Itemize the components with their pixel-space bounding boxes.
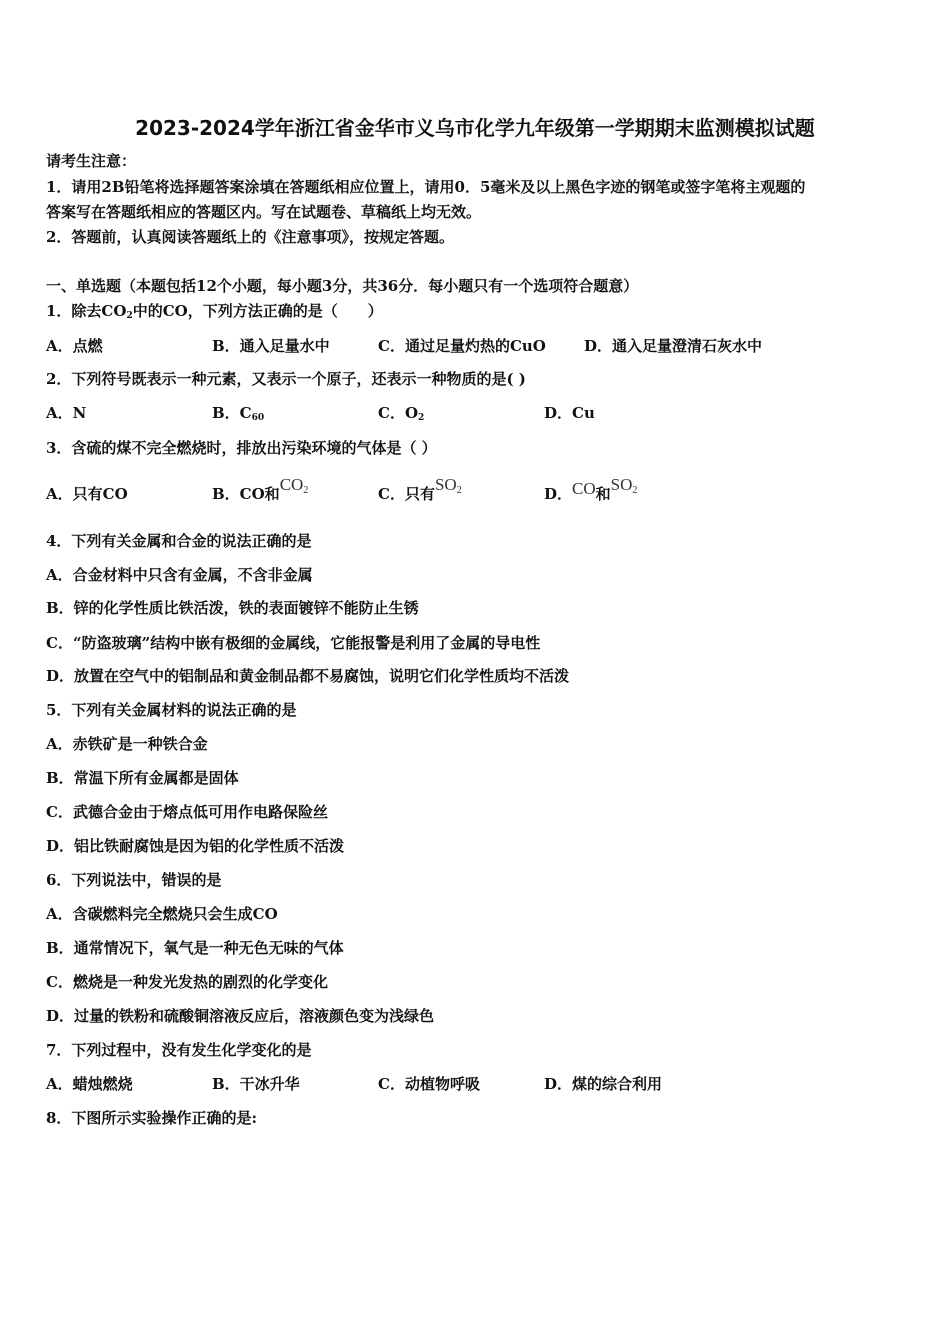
q3-option-c-formula-subscript: 2 [456,485,462,496]
q7-option-b: B．干冰升华 [212,1075,300,1093]
q2-option-d: D．Cu [544,404,595,422]
q3-option-b-formula-text: CO [279,475,304,494]
question-7-stem: 7．下列过程中，没有发生化学变化的是 [46,1041,312,1059]
q4-option-a: A．合金材料中只含有金属，不含非金属 [46,566,313,584]
notice-heading: 请考生注意： [46,152,137,170]
question-6-stem: 6．下列说法中，错误的是 [46,871,222,889]
q6-option-d: D．过量的铁粉和硫酸铜溶液反应后，溶液颜色变为浅绿色 [46,1007,435,1025]
q1-option-a: A．点燃 [46,337,103,355]
q3-option-d-text: D． [544,485,573,503]
q2-option-c-subscript: 2 [418,413,425,423]
q2-option-a: A．N [46,404,87,422]
q1-option-c: C．通过足量灼热的CuO [378,337,546,355]
q3-option-c-text: C．只有 [378,485,435,503]
q2-option-b-text: B．C [212,404,252,422]
q6-option-a: A．含碳燃料完全燃烧只会生成CO [46,905,278,923]
section-heading: 一、单选题（本题包括12个小题，每小题3分，共36分．每小题只有一个选项符合题意） [46,277,639,295]
q3-option-d-formula-2 [611,475,638,494]
q5-option-b: B．常温下所有金属都是固体 [46,769,239,787]
q3-option-d-conjunction: 和 [595,485,611,503]
question-4-stem: 4．下列有关金属和合金的说法正确的是 [46,532,312,550]
q2-option-c [378,403,424,428]
q3-option-d-formula-2-subscript: 2 [632,485,638,496]
question-3-stem: 3．含硫的煤不完全燃烧时，排放出污染环境的气体是（ ） [46,439,437,457]
q4-option-c: C．“防盗玻璃”结构中嵌有极细的金属线，它能报警是利用了金属的导电性 [46,634,541,652]
notice-item-1-line-2: 答案写在答题纸相应的答题区内。写在试题卷、草稿纸上均无效。 [46,203,482,221]
q3-option-b-text: B．CO和 [212,485,280,503]
q3-option-b-formula [280,475,309,494]
q6-option-b: B．通常情况下，氧气是一种无色无味的气体 [46,939,344,957]
notice-item-2: 2．答题前，认真阅读答题纸上的《注意事项》，按规定答题。 [46,228,454,246]
q3-option-c-formula [435,475,462,494]
q3-option-a: A．只有CO [46,485,128,503]
q7-option-c: C．动植物呼吸 [378,1075,480,1093]
q3-option-c [378,475,462,510]
q3-option-b-formula-subscript: 2 [303,485,309,496]
question-5-stem: 5．下列有关金属材料的说法正确的是 [46,701,297,719]
q4-option-d: D．放置在空气中的铝制品和黄金制品都不易腐蚀，说明它们化学性质均不活泼 [46,667,570,685]
q2-option-b [212,403,264,428]
q3-option-d [544,475,638,510]
q3-option-d-formula-2-text: SO [610,475,633,494]
q1-option-b: B．通入足量水中 [212,337,330,355]
q1-stem-subscript: 2 [126,311,133,321]
q3-option-d-formula-1: CO [572,479,596,498]
question-8-stem: 8．下图所示实验操作正确的是: [46,1109,257,1127]
question-1-stem [46,301,383,326]
q5-option-c: C．武德合金由于熔点低可用作电路保险丝 [46,803,328,821]
q1-stem-post: 中的CO，下列方法正确的是（ ） [132,302,383,320]
q7-option-a: A．蜡烛燃烧 [46,1075,133,1093]
q1-option-d: D．通入足量澄清石灰水中 [584,337,763,355]
q1-stem-pre: 1．除去CO [46,302,127,320]
notice-item-1-line-1: 1．请用2B铅笔将选择题答案涂填在答题纸相应位置上，请用0．5毫米及以上黑色字迹的钢笔或签字笔将主观题的 [46,178,806,196]
q5-option-a: A．赤铁矿是一种铁合金 [46,735,208,753]
q3-option-c-formula-text: SO [434,475,457,494]
q2-option-b-subscript: 60 [251,413,265,423]
q7-option-d: D．煤的综合利用 [544,1075,663,1093]
q4-option-b: B．锌的化学性质比铁活泼，铁的表面镀锌不能防止生锈 [46,599,419,617]
q3-option-b [212,475,309,510]
page-title: 2023-2024学年浙江省金华市义乌市化学九年级第一学期期末监测模拟试题 [135,116,815,140]
q6-option-c: C．燃烧是一种发光发热的剧烈的化学变化 [46,973,328,991]
question-2-stem: 2．下列符号既表示一种元素，又表示一个原子，还表示一种物质的是( ) [46,370,526,388]
q5-option-d: D．铝比铁耐腐蚀是因为铝的化学性质不活泼 [46,837,345,855]
q2-option-c-text: C．O [378,404,419,422]
